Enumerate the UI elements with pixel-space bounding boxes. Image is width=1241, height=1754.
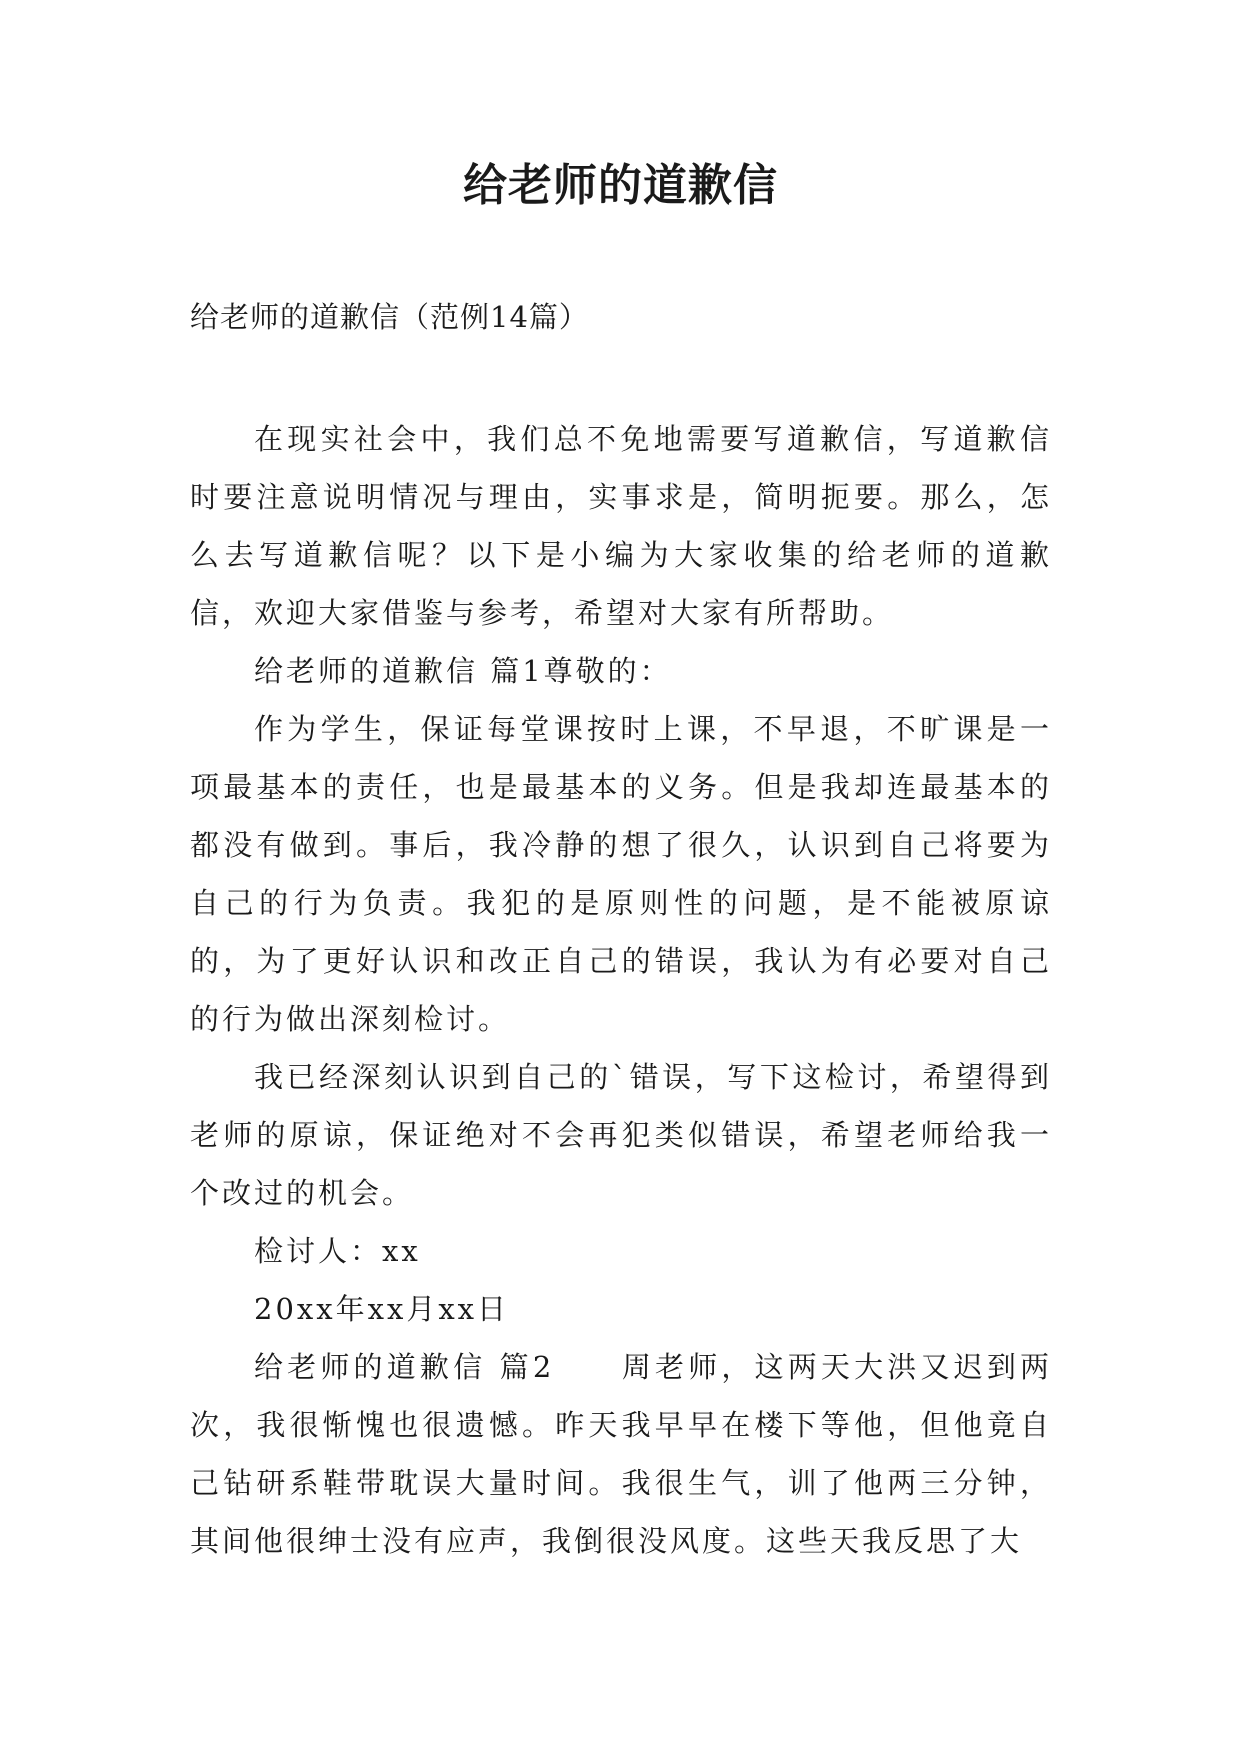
paragraph-intro: 在现实社会中，我们总不免地需要写道歉信，写道歉信时要注意说明情况与理由，实事求是，简明扼要。那么，怎么去写道歉信呢？以下是小编为大家收集的给老师的道歉信，欢迎大家借鉴与参考，希望对大家有所帮助。 <box>190 422 1052 630</box>
paragraph-letter1-closing: 我已经深刻认识到自己的`错误，写下这检讨，希望得到老师的原谅，保证绝对不会再犯类似错误，希望老师给我一个改过的机会。 <box>190 1060 1052 1210</box>
document-title: 给老师的道歉信 <box>463 160 778 211</box>
paragraph-signer: 检讨人：xx <box>254 1234 421 1268</box>
paragraph-letter1-heading: 给老师的道歉信 篇1尊敬的： <box>254 654 672 688</box>
paragraph-letter1-body: 作为学生，保证每堂课按时上课，不早退，不旷课是一项最基本的责任，也是最基本的义务。但是我却连最基本的都没有做到。事后，我冷静的想了很久，认识到自己将要为自己的行为负责。我犯的是原则性的问题，是不能被原谅的，为了更好认识和改正自己的错误，我认为有必要对自己的行为做出深刻检讨。 <box>190 712 1052 1036</box>
document-subtitle: 给老师的道歉信（范例14篇） <box>190 300 589 334</box>
paragraph-letter2: 给老师的道歉信 篇2 周老师，这两天大洪又迟到两次，我很惭愧也很遗憾。昨天我早早在楼下等他，但他竟自己钻研系鞋带耽误大量时间。我很生气，训了他两三分钟，其间他很绅士没有应声，我倒很没风度。这些天我反思了大 <box>190 1350 1052 1558</box>
paragraph-date: 20xx年xx月xx日 <box>254 1292 510 1326</box>
document-body <box>190 410 1052 1570</box>
